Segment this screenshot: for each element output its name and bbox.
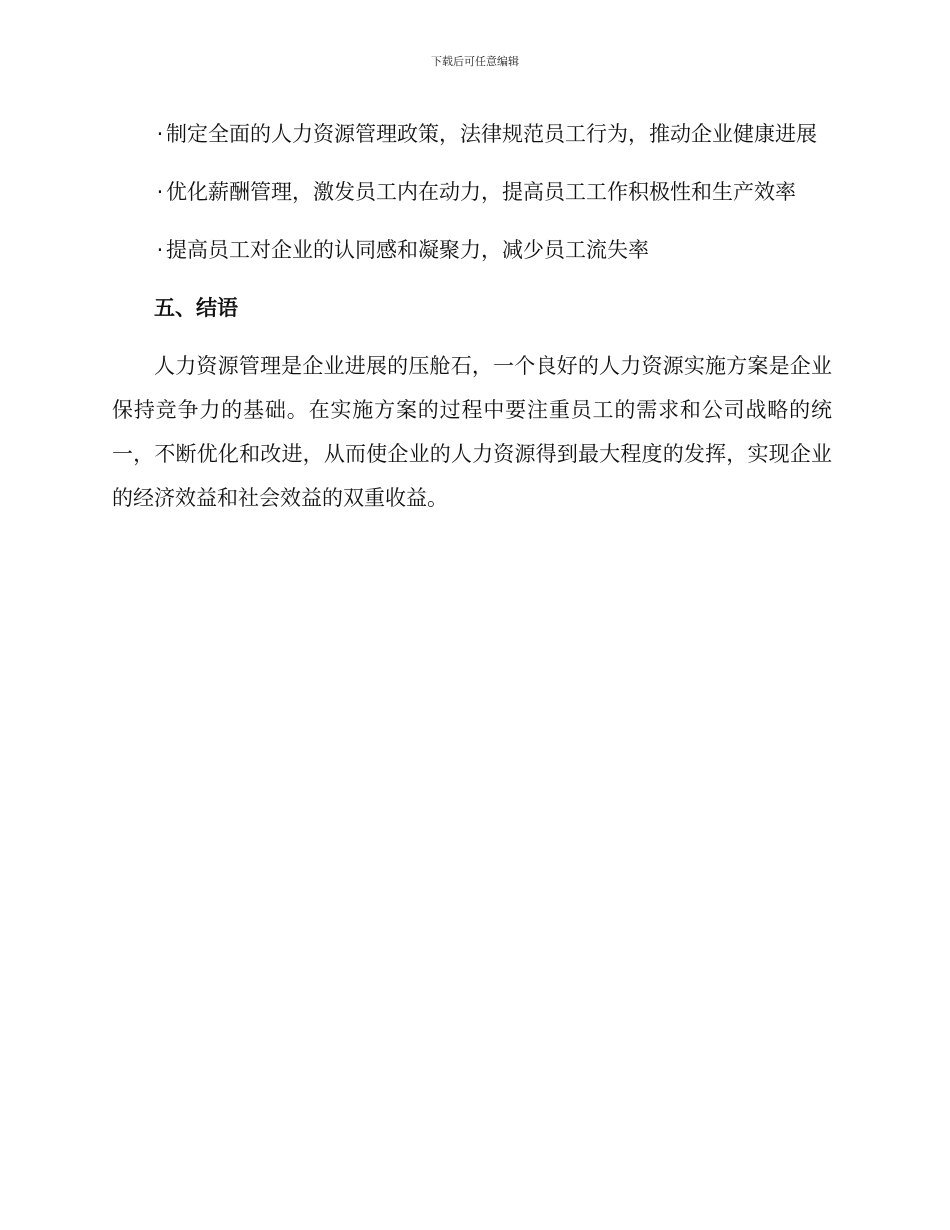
section-paragraph: 人力资源管理是企业进展的压舱石，一个良好的人力资源实施方案是企业保持竞争力的基础。在实施方案的过程中要注重员工的需求和公司战略的统一，不断优化和改进，从而使企业的人力资源得到最大程度的发挥，实现企业的经济效益和社会效益的双重收益。 [112, 354, 832, 510]
bullet-item [112, 170, 832, 214]
bullet-text: 优化薪酬管理，激发员工内在动力，提高员工工作积极性和生产效率 [166, 180, 796, 204]
section-heading: 五、结语 [154, 296, 238, 320]
document-body [112, 112, 832, 520]
page-header: 下载后可任意编辑 [431, 55, 519, 68]
bullet-marker: · [156, 238, 164, 262]
bullet-text: 制定全面的人力资源管理政策，法律规范员工行为，推动企业健康进展 [166, 122, 817, 146]
bullet-marker: · [156, 180, 164, 204]
bullet-marker: · [156, 122, 164, 146]
bullet-item [112, 228, 832, 272]
bullet-item [112, 112, 832, 156]
bullet-text: 提高员工对企业的认同感和凝聚力，减少员工流失率 [166, 238, 649, 262]
